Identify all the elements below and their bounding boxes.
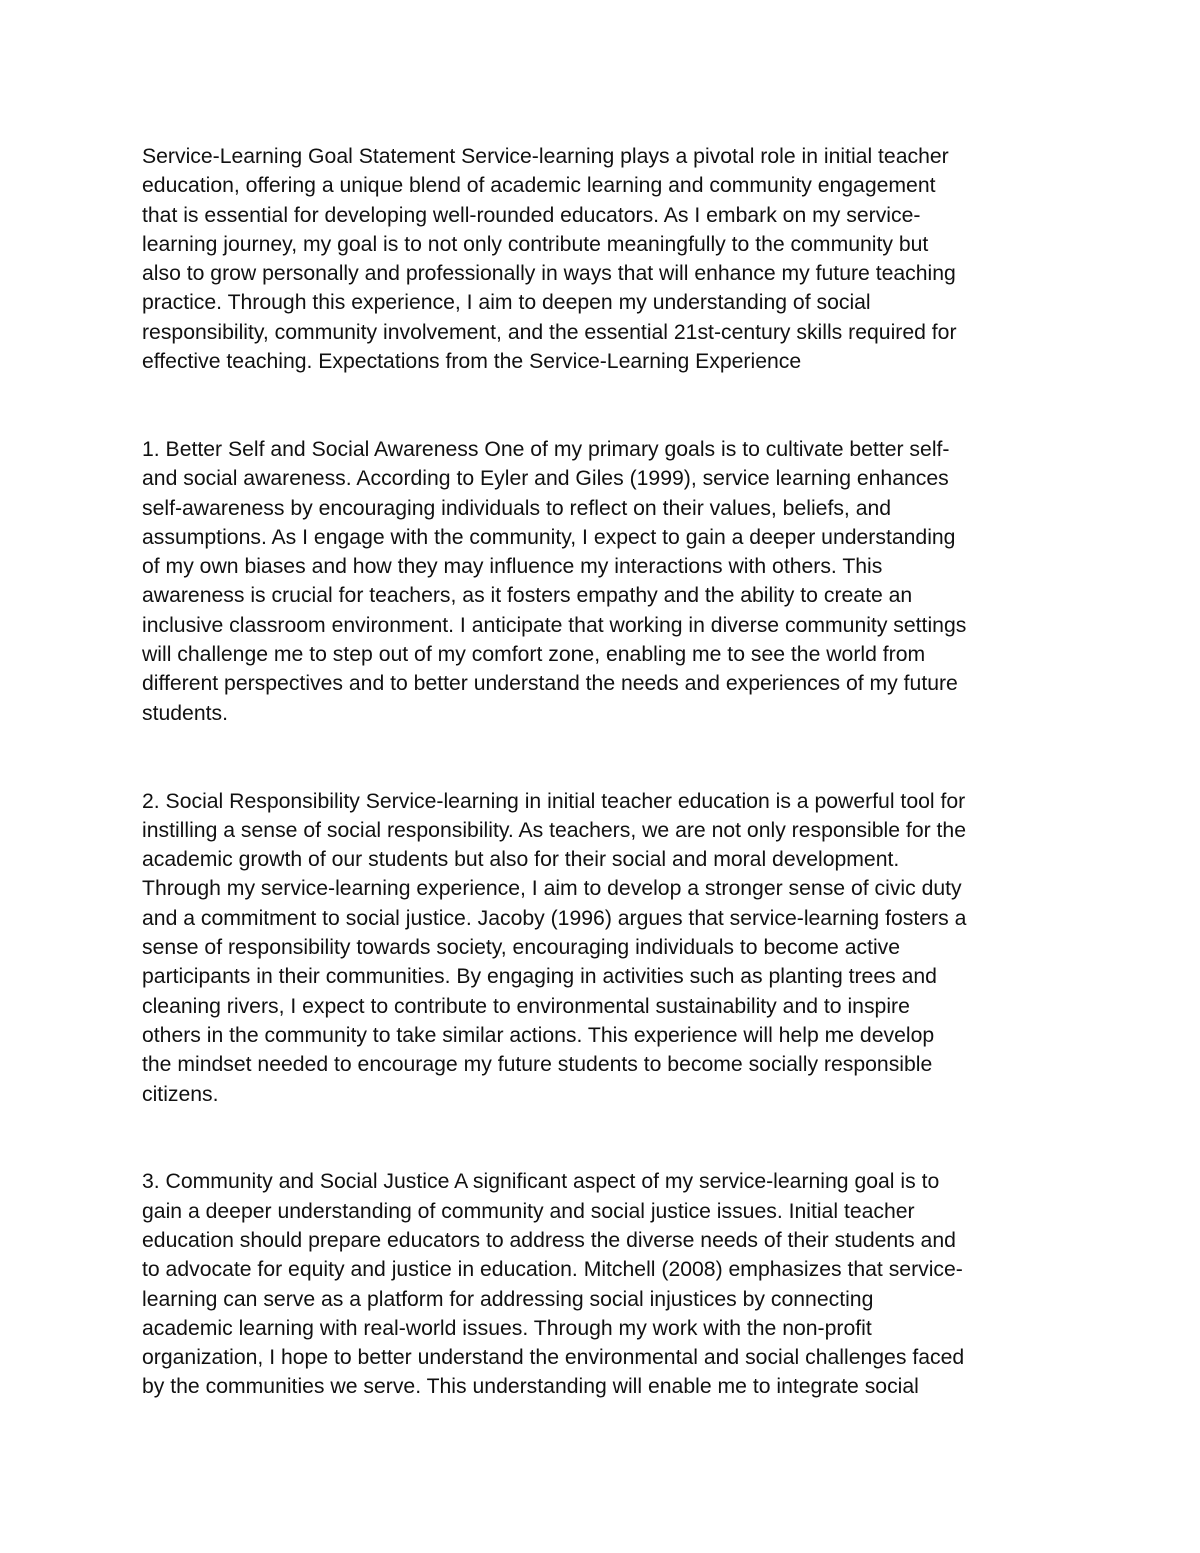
paragraph-spacer — [142, 1109, 1062, 1168]
intro-paragraph: Service-Learning Goal Statement Service-learning plays a pivotal role in initial teacher education, offering a unique blend of academic learning and community engagement that is essential for developing well-rounded educators. As I embark on my service- learning journey, my goal is to not only contribute meaningfully to the community but also to grow personally and professionally in ways that will enhance my future teaching practice. Through this experience, I aim to deepen my understanding of social responsibility, community involvement, and the essential 21st-century skills required for effective teaching. Expectations from the Service-Learning Experience — [142, 145, 957, 374]
paragraph-spacer — [142, 376, 1062, 435]
paragraph-spacer — [142, 728, 1062, 787]
document-body — [142, 142, 1062, 1402]
section-2-paragraph: 2. Social Responsibility Service-learning in initial teacher education is a powerful tool for instilling a sense of social responsibility. As teachers, we are not only responsible for the academic growth of our students but also for their social and moral development. Through my service-learning experience, I aim to develop a stronger sense of civic duty and a commitment to social justice. Jacoby (1996) argues that service-learning fosters a sense of responsibility towards society, encouraging individuals to become active participants in their communities. By engaging in activities such as planting trees and cleaning rivers, I expect to contribute to environmental sustainability and to inspire others in the community to take similar actions. This experience will help me develop the mindset needed to encourage my future students to become socially responsible citizens. — [142, 789, 967, 1106]
section-3-paragraph: 3. Community and Social Justice A significant aspect of my service-learning goal is to gain a deeper understanding of community and social justice issues. Initial teacher education should prepare educators to address the diverse needs of their students and to advocate for equity and justice in education. Mitchell (2008) emphasizes that service- learning can serve as a platform for addressing social injustices by connecting academic learning with real-world issues. Through my work with the non-profit organization, I hope to better understand the environmental and social challenges faced by the communities we serve. This understanding will enable me to integrate social — [142, 1170, 965, 1399]
section-1-paragraph: 1. Better Self and Social Awareness One of my primary goals is to cultivate better self- and social awareness. According to Eyler and Giles (1999), service learning enhances self-awareness by encouraging individuals to reflect on their values, beliefs, and assumptions. As I engage with the community, I expect to gain a deeper understanding of my own biases and how they may influence my interactions with others. This awareness is crucial for teachers, as it fosters empathy and the ability to create an inclusive classroom environment. I anticipate that working in diverse community settings will challenge me to step out of my comfort zone, enabling me to see the world from different perspectives and to better understand the needs and experiences of my future students. — [142, 437, 967, 725]
